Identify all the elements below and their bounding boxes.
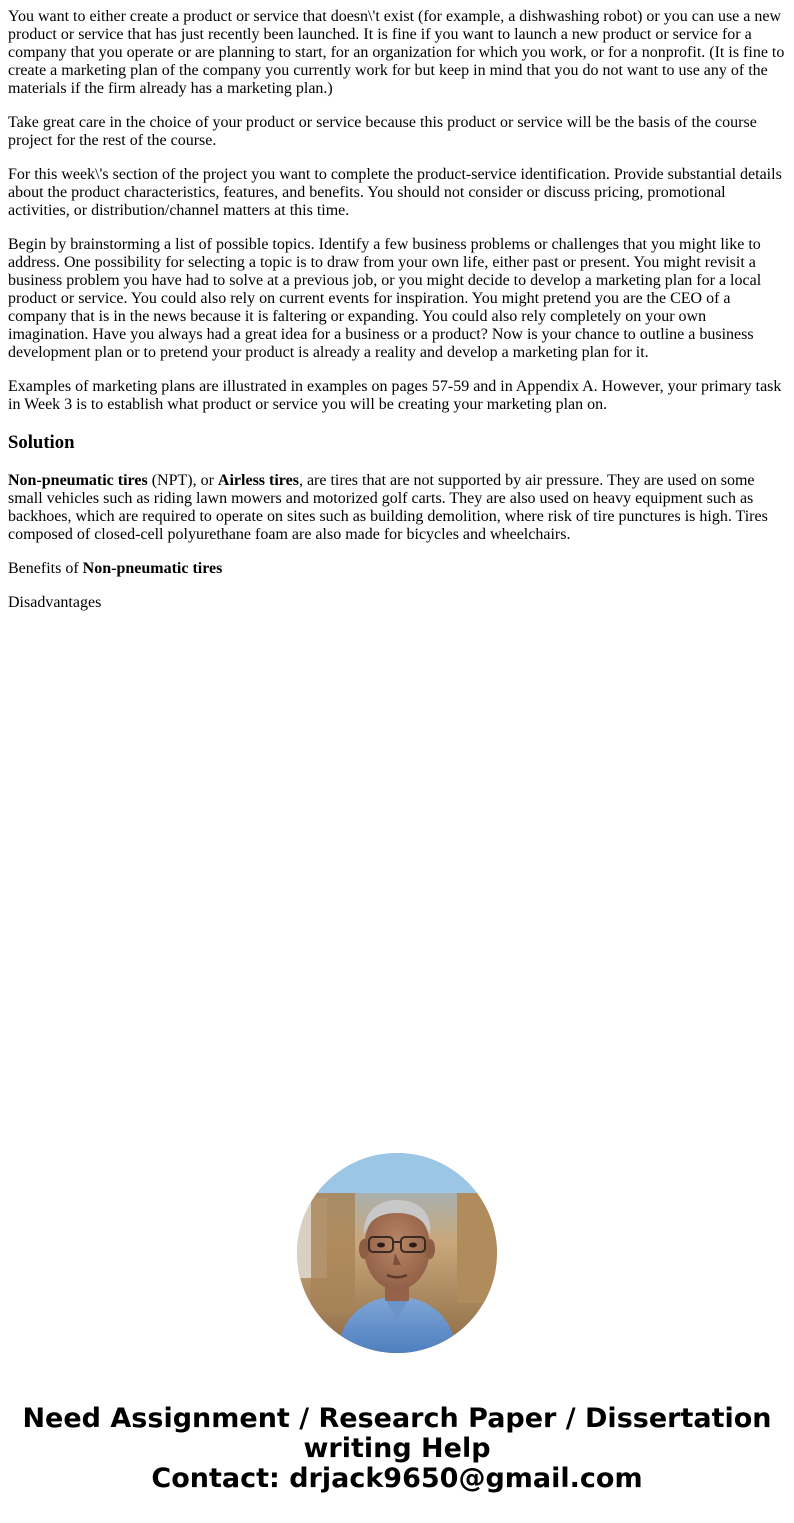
question-paragraph-4: Begin by brainstorming a list of possible topics. Identify a few business problems or challenges that you might like to address. One possibility for selecting a topic is to draw from your own life, either past or present. You might revisit a business problem you have had to solve at a previous job, or you might decide to develop a marketing plan for a local product or service. You could also rely on current events for inspiration. You might pretend you are the CEO of a company that is in the news because it is faltering or expanding. You could also rely completely on your own imagination. Have you always had a great idea for a business or a product? Now is your chance to outline a business development plan or to pretend your product is already a reality and develop a marketing plan for it.	[8, 236, 762, 361]
promo-line-1: Need Assignment / Research Paper / Dissertation	[22, 1403, 772, 1434]
benefits-term: Non-pneumatic tires	[82, 560, 223, 577]
promo-line-2: writing Help	[303, 1433, 491, 1464]
term-airless: Airless tires	[217, 472, 299, 489]
question-paragraph-1: You want to either create a product or service that doesn\'t exist (for example, a dishwashing robot) or you can use a new product or service that has just recently been launched. It is fine if you want to launch a new product or service for a company that you operate or are planning to start, for an organization for which you work, or for a nonprofit. (It is fine to create a marketing plan of the company you currently work for but keep in mind that you do not want to use any of the materials if the firm already has a marketing plan.)	[8, 8, 785, 97]
solution-intro-paragraph	[8, 472, 786, 544]
promo-contact-line: Contact: drjack9650@gmail.com	[151, 1463, 643, 1494]
disadvantages-line: Disadvantages	[8, 594, 102, 611]
intro-text-1: (NPT), or	[147, 472, 218, 489]
solution-heading: Solution	[8, 432, 75, 453]
term-non-pneumatic: Non-pneumatic tires	[8, 472, 148, 489]
avatar-portrait-image	[297, 1153, 497, 1353]
question-paragraph-5: Examples of marketing plans are illustrated in examples on pages 57-59 and in Appendix A. However, your primary task in Week 3 is to establish what product or service you will be creating your marketing plan on.	[8, 378, 782, 413]
document-body	[8, 8, 786, 628]
promo-banner	[0, 1404, 794, 1494]
author-avatar	[297, 1153, 497, 1353]
benefits-line	[8, 560, 786, 578]
question-paragraph-3: For this week\'s section of the project you want to complete the product-service identification. Provide substantial details about the product characteristics, features, and benefits. You should not consider or discuss pricing, promotional activities, or distribution/channel matters at this time.	[8, 166, 782, 219]
intro-text-2: , are tires that are not supported by air pressure. They are used on some small vehicles such as riding lawn mowers and motorized golf carts. They are also used on heavy equipment such as backhoes, which are required to operate on sites such as building demolition, where risk of tire punctures is high. Tires composed of closed-cell polyurethane foam are also made for bicycles and wheelchairs.	[8, 472, 768, 543]
question-paragraph-2: Take great care in the choice of your product or service because this product or service will be the basis of the course project for the rest of the course.	[8, 114, 757, 149]
benefits-prefix: Benefits of	[8, 560, 83, 577]
